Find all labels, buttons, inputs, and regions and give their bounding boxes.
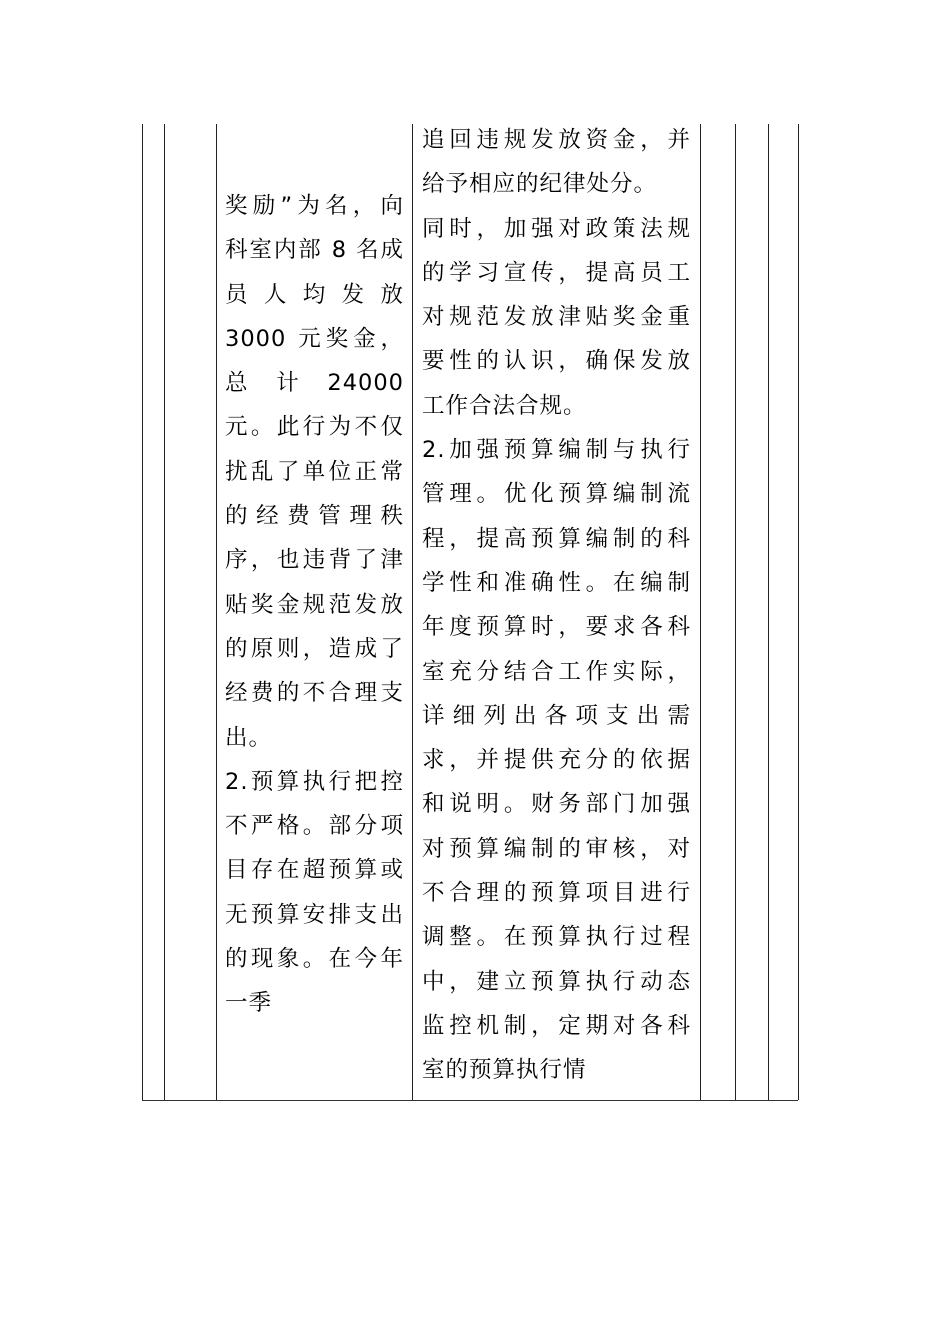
rectification-text-line: 学性和准确性。在编制 — [422, 569, 691, 596]
problem-text-line: 科室内部 8 名成 — [225, 237, 404, 264]
problem-text-line: 经费的不合理支 — [225, 680, 404, 707]
problem-text-line: 3000 元奖金， — [225, 325, 404, 352]
problem-text-line: 的经费管理秩 — [225, 503, 404, 530]
problem-text-line: 出。 — [225, 724, 273, 751]
rectification-text-line: 程，提高预算编制的科 — [422, 525, 691, 552]
rectification-measures-text — [422, 118, 691, 1093]
empty-cell-index — [142, 124, 164, 1100]
rectification-text-line: 的学习宣传，提高员工 — [422, 259, 691, 286]
problem-text-line: 贴奖金规范发放 — [225, 591, 404, 618]
rectification-text-line: 工作合法合规。 — [422, 392, 587, 419]
problem-text-line: 总 计 24000 — [225, 370, 404, 397]
rectification-text-line: 监控机制，定期对各科 — [422, 1012, 691, 1039]
table-border-right — [798, 124, 799, 1100]
problem-text-line: 目存在超预算或 — [225, 857, 404, 884]
empty-cell-category — [164, 124, 216, 1100]
rectification-text-line: 求，并提供充分的依据 — [422, 747, 691, 774]
rectification-text-line: 同时，加强对政策法规 — [422, 215, 691, 242]
rectification-text-line: 对预算编制的审核，对 — [422, 835, 691, 862]
problem-description-text — [225, 184, 404, 1026]
rectification-text-line: 给予相应的纪律处分。 — [422, 171, 658, 198]
rectification-text-line: 要性的认识，确保发放 — [422, 348, 691, 375]
rectification-text-line: 对规范发放津贴奖金重 — [422, 304, 691, 331]
rectification-text-line: 管理。优化预算编制流 — [422, 481, 691, 508]
problem-text-line: 的现象。在今年 — [225, 946, 404, 973]
rectification-text-line: 室的预算执行情 — [422, 1057, 587, 1084]
problem-text-line: 2.预算执行把控 — [225, 768, 404, 795]
rectification-text-line: 不合理的预算项目进行 — [422, 880, 691, 907]
rectification-text-line: 年度预算时，要求各科 — [422, 614, 691, 641]
rectification-text-line: 和说明。财务部门加强 — [422, 791, 691, 818]
rectification-text-line: 中，建立预算执行动态 — [422, 968, 691, 995]
problem-text-line: 的原则，造成了 — [225, 635, 404, 662]
problem-text-line: 一季 — [225, 990, 273, 1017]
rectification-text-line: 详细列出各项支出需 — [422, 702, 691, 729]
problem-text-line: 不严格。部分项 — [225, 813, 404, 840]
rectification-measures-cell — [412, 124, 700, 1100]
problem-text-line: 员 人 均 发 放 — [225, 281, 404, 308]
rectification-text-line: 2.加强预算编制与执行 — [422, 437, 691, 464]
problem-text-line: 元。此行为不仅 — [225, 414, 404, 441]
problem-description-cell — [216, 124, 412, 1100]
empty-cell-responsible — [735, 124, 768, 1100]
problem-text-line: 无预算安排支出 — [225, 901, 404, 928]
rectification-table — [142, 124, 798, 1101]
rectification-text-line: 调整。在预算执行过程 — [422, 924, 691, 951]
rectification-text-line: 室充分结合工作实际， — [422, 658, 691, 685]
empty-cell-status — [768, 124, 798, 1100]
problem-text-line: 扰乱了单位正常 — [225, 458, 404, 485]
problem-text-line: 奖励”为名，向 — [225, 193, 404, 219]
empty-cell-deadline — [700, 124, 735, 1100]
problem-text-line: 序，也违背了津 — [225, 547, 404, 574]
rectification-text-line: 追回违规发放资金，并 — [422, 127, 691, 153]
